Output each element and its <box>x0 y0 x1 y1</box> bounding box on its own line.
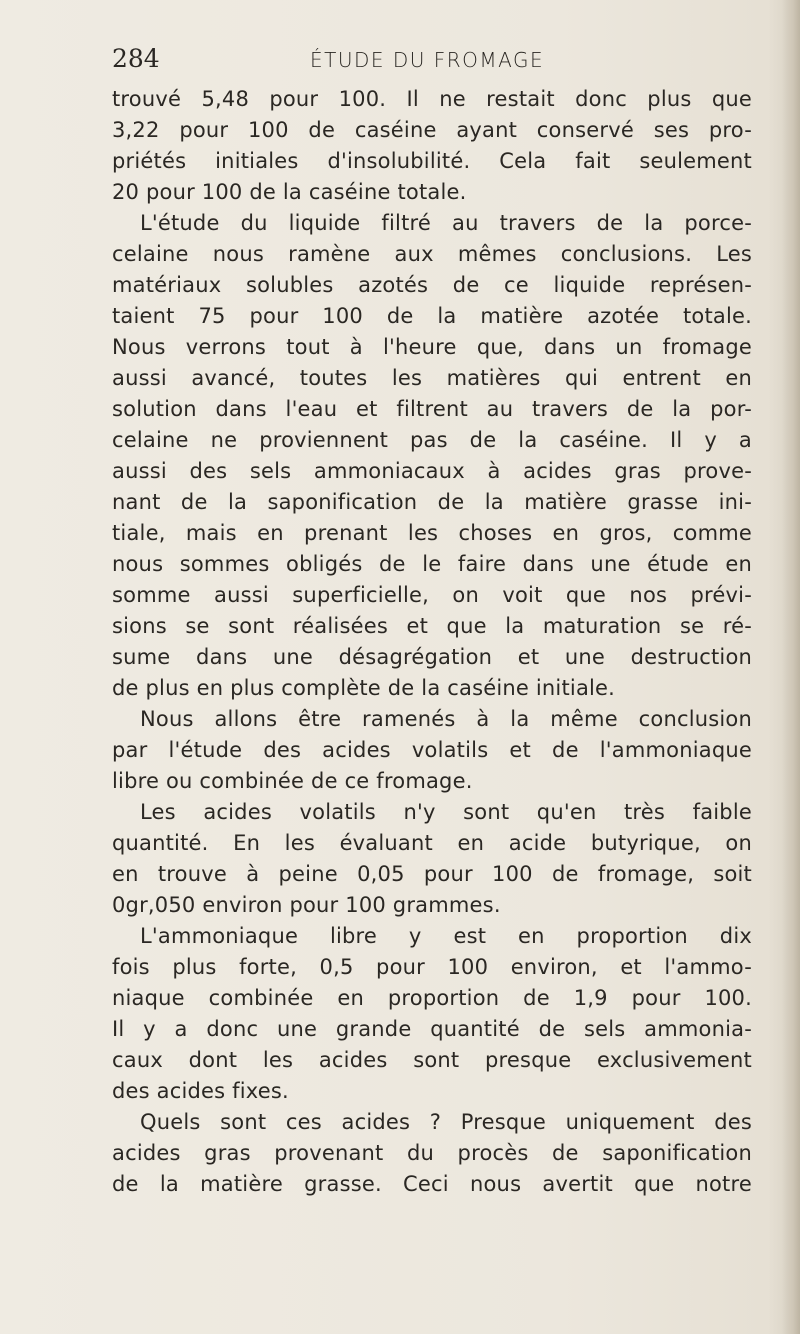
text-line: nous sommes obligés de le faire dans une étude en <box>112 552 752 576</box>
text-line: quantité. En les évaluant en acide butyrique, on <box>112 831 752 855</box>
text-line: aussi avancé, toutes les matières qui entrent en <box>112 366 752 390</box>
text-line: Nous allons être ramenés à la même conclusion <box>140 707 752 731</box>
text-line: de la matière grasse. Ceci nous avertit que notre <box>112 1172 752 1196</box>
running-title: ÉTUDE DU FROMAGE <box>310 48 545 72</box>
text-line: taient 75 pour 100 de la matière azotée totale. <box>112 304 752 328</box>
text-line: celaine nous ramène aux mêmes conclusions. Les <box>112 242 752 266</box>
text-line: 20 pour 100 de la caséine totale. <box>112 180 467 204</box>
text-line: Quels sont ces acides ? Presque uniquement des <box>140 1110 752 1134</box>
text-line: 3,22 pour 100 de caséine ayant conservé ses pro- <box>112 118 752 142</box>
page-header <box>0 44 800 84</box>
text-line: caux dont les acides sont presque exclusivement <box>112 1048 752 1072</box>
text-line: L'ammoniaque libre y est en proportion dix <box>140 924 752 948</box>
text-line: L'étude du liquide filtré au travers de la porce- <box>140 211 752 235</box>
text-line: en trouve à peine 0,05 pour 100 de fromage, soit <box>112 862 752 886</box>
text-line: sions se sont réalisées et que la maturation se ré- <box>112 614 752 638</box>
text-line: aussi des sels ammoniacaux à acides gras prove- <box>112 459 752 483</box>
text-line: niaque combinée en proportion de 1,9 pour 100. <box>112 986 752 1010</box>
text-line: libre ou combinée de ce fromage. <box>112 769 473 793</box>
text-line: priétés initiales d'insolubilité. Cela fait seulement <box>112 149 752 173</box>
text-line: par l'étude des acides volatils et de l'ammoniaque <box>112 738 752 762</box>
text-line: des acides fixes. <box>112 1079 289 1103</box>
text-line: Il y a donc une grande quantité de sels ammonia- <box>112 1017 752 1041</box>
text-line: de plus en plus complète de la caséine initiale. <box>112 676 616 700</box>
text-line: nant de la saponification de la matière grasse ini- <box>112 490 752 514</box>
body-text <box>112 84 752 1200</box>
text-line: fois plus forte, 0,5 pour 100 environ, et l'ammo- <box>112 955 752 979</box>
text-line: trouvé 5,48 pour 100. Il ne restait donc plus que <box>112 87 752 111</box>
text-line: Nous verrons tout à l'heure que, dans un fromage <box>112 335 752 359</box>
page-number: 284 <box>112 44 160 73</box>
text-line: solution dans l'eau et filtrent au travers de la por- <box>112 397 752 421</box>
text-line: matériaux solubles azotés de ce liquide représen- <box>112 273 752 297</box>
text-line: acides gras provenant du procès de saponification <box>112 1141 752 1165</box>
page-edge-shadow <box>782 0 800 1334</box>
text-line: celaine ne proviennent pas de la caséine. Il y a <box>112 428 752 452</box>
text-line: sume dans une désagrégation et une destruction <box>112 645 752 669</box>
text-line: tiale, mais en prenant les choses en gros, comme <box>112 521 752 545</box>
text-line: somme aussi superficielle, on voit que nos prévi- <box>112 583 752 607</box>
text-line: 0gr,050 environ pour 100 grammes. <box>112 893 501 917</box>
text-line: Les acides volatils n'y sont qu'en très faible <box>140 800 752 824</box>
